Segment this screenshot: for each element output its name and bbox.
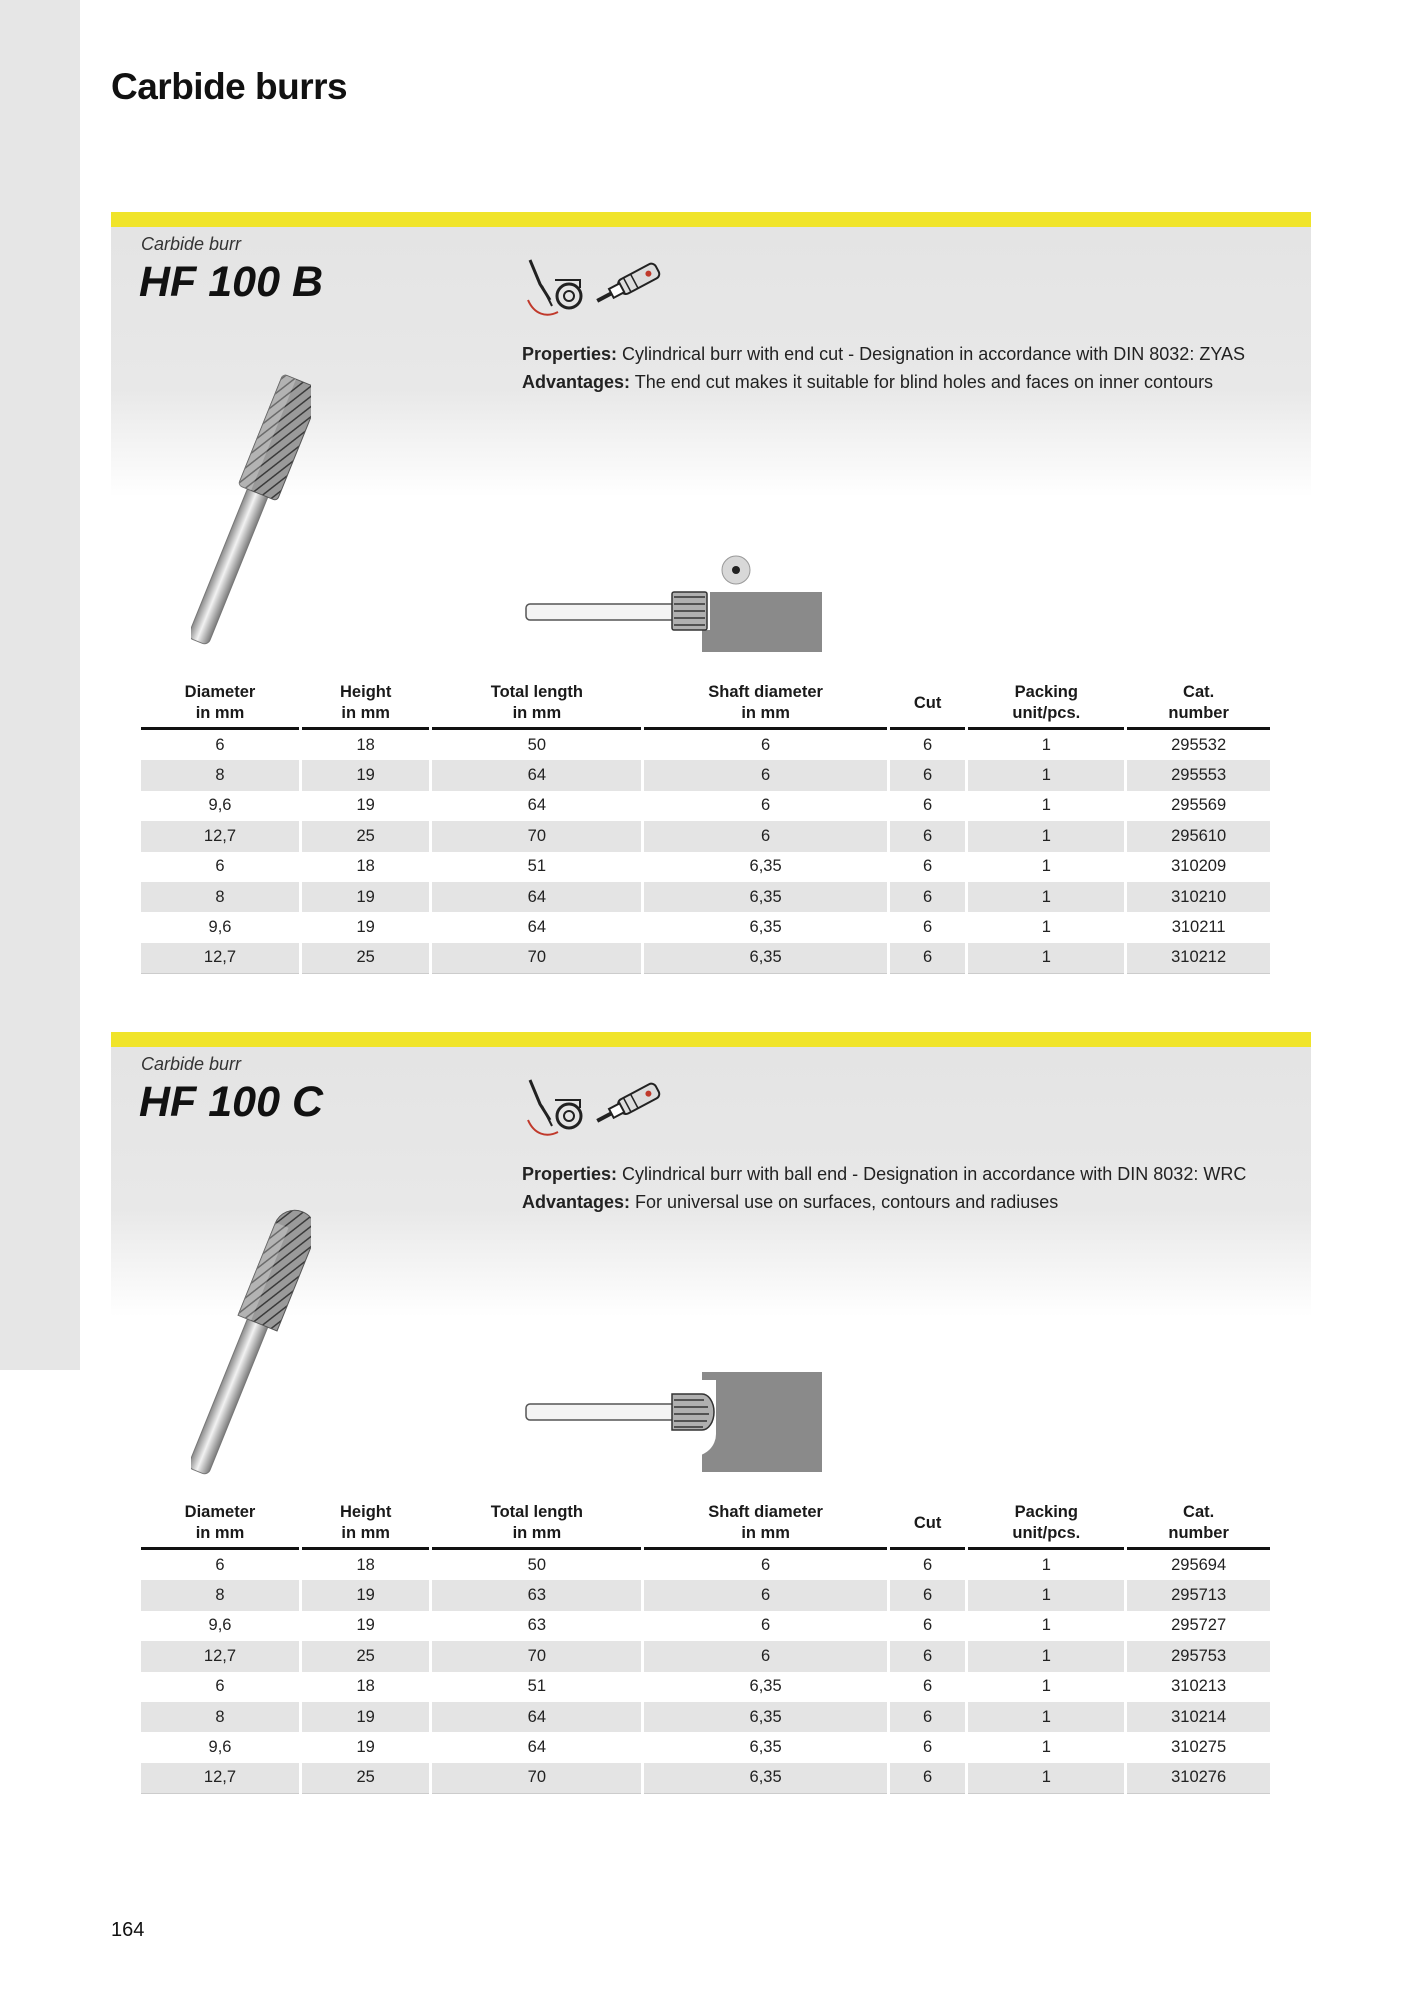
advantages-line: [522, 1188, 1246, 1216]
cell-total-length: 51: [527, 1677, 547, 1696]
cell-shaft-diameter: 6: [644, 760, 887, 790]
advantages-label: Advantages:: [522, 1192, 631, 1212]
cell-cat-number: 310213: [1171, 1677, 1227, 1696]
cell-diameter: 12,7: [141, 1763, 299, 1794]
cell-height: 18: [356, 1677, 375, 1696]
cell-cat-number: 310214: [1127, 1702, 1270, 1732]
cell-cat-number: 295553: [1127, 760, 1270, 790]
cell-packing: 1: [968, 760, 1124, 790]
col-cut: Cut: [890, 1502, 965, 1550]
cell-height: 18: [356, 1555, 375, 1574]
cell-total-length: 50: [527, 1555, 547, 1574]
properties-label: Properties:: [522, 344, 618, 364]
col-height: Height in mm: [302, 682, 429, 730]
rotary-machine-icon: [522, 254, 592, 324]
cell-shaft-diameter: 6,35: [644, 1702, 887, 1732]
product-model: HF 100 C: [139, 1078, 324, 1126]
table-row: [141, 821, 1270, 851]
cell-height: 18: [356, 857, 375, 876]
col-diameter: Diameter in mm: [141, 682, 299, 730]
cell-height: 19: [356, 1616, 375, 1635]
cell-packing: 1: [1041, 918, 1051, 937]
table-header-row: [141, 1502, 1270, 1550]
cell-height: 18: [356, 735, 375, 754]
burr-usage-drawing: [522, 1372, 842, 1482]
cell-shaft-diameter: 6: [761, 1555, 771, 1574]
cell-cut: 6: [923, 796, 933, 815]
cell-packing: 1: [968, 1641, 1124, 1671]
cell-height: 25: [302, 943, 429, 974]
cell-diameter: 8: [141, 882, 299, 912]
cell-height: 19: [356, 918, 375, 937]
rotary-machine-icon: [522, 1074, 592, 1144]
properties-text: Cylindrical burr with ball end - Designation in accordance with DIN 8032: WRC: [622, 1164, 1247, 1184]
cell-shaft-diameter: 6: [761, 735, 771, 754]
cell-total-length: 70: [432, 943, 641, 974]
table-row: [141, 1580, 1270, 1610]
table-row: [141, 1611, 1270, 1641]
cell-cut: 6: [890, 882, 965, 912]
side-strip: [0, 0, 80, 1370]
table-row: [141, 1550, 1270, 1580]
cell-total-length: 64: [527, 918, 547, 937]
cell-cut: 6: [923, 918, 933, 937]
cell-packing: 1: [1041, 1677, 1051, 1696]
product-hf-100-b: [111, 212, 1311, 982]
properties-line: [522, 340, 1245, 368]
cell-packing: 1: [968, 1763, 1124, 1794]
cell-cut: 6: [923, 1616, 933, 1635]
properties-text: Cylindrical burr with end cut - Designation in accordance with DIN 8032: ZYAS: [622, 344, 1245, 364]
cell-diameter: 9,6: [208, 1616, 232, 1635]
cell-packing: 1: [1041, 1738, 1051, 1757]
product-description: [522, 1160, 1246, 1216]
col-shaft-diameter: Shaft diameter in mm: [644, 682, 887, 730]
cell-height: 19: [356, 796, 375, 815]
specification-table: [138, 1502, 1273, 1794]
table-row: [141, 1732, 1270, 1762]
burr-product-photo: [191, 362, 311, 662]
cell-cat-number: 295569: [1171, 796, 1227, 815]
col-cat-number: Cat. number: [1127, 682, 1270, 730]
cell-height: 25: [302, 821, 429, 851]
yellow-header-bar: [111, 212, 1311, 227]
cell-diameter: 9,6: [208, 1738, 232, 1757]
cell-cut: 6: [923, 1738, 933, 1757]
burr-usage-drawing: [522, 552, 842, 662]
table-row: [141, 791, 1270, 821]
grinder-tool-icon: [589, 1082, 669, 1127]
cell-shaft-diameter: 6: [644, 1580, 887, 1610]
cell-packing: 1: [1041, 1616, 1051, 1635]
cell-diameter: 12,7: [141, 821, 299, 851]
cell-shaft-diameter: 6,35: [644, 1763, 887, 1794]
cell-total-length: 50: [527, 735, 547, 754]
col-total-length: Total length in mm: [432, 682, 641, 730]
cell-diameter: 8: [141, 1580, 299, 1610]
cell-packing: 1: [968, 1702, 1124, 1732]
product-description: [522, 340, 1245, 396]
col-packing: Packing unit/pcs.: [968, 682, 1124, 730]
cell-cat-number: 295694: [1171, 1555, 1227, 1574]
cell-total-length: 63: [527, 1616, 547, 1635]
cell-cut: 6: [923, 735, 933, 754]
advantages-label: Advantages:: [522, 372, 631, 392]
cell-shaft-diameter: 6: [761, 796, 771, 815]
cell-shaft-diameter: 6,35: [749, 857, 782, 876]
table-row: [141, 1672, 1270, 1702]
cell-total-length: 70: [432, 1763, 641, 1794]
advantages-text: The end cut makes it suitable for blind holes and faces on inner contours: [634, 372, 1214, 392]
table-row: [141, 760, 1270, 790]
cell-height: 25: [302, 1763, 429, 1794]
cell-height: 19: [302, 1702, 429, 1732]
cell-cat-number: 295753: [1127, 1641, 1270, 1671]
cell-height: 19: [356, 1738, 375, 1757]
cell-total-length: 64: [432, 882, 641, 912]
cell-diameter: 9,6: [208, 796, 232, 815]
col-cut: Cut: [890, 682, 965, 730]
cell-diameter: 6: [215, 1555, 225, 1574]
product-model: HF 100 B: [139, 258, 324, 306]
col-packing: Packing unit/pcs.: [968, 1502, 1124, 1550]
cell-cat-number: 310209: [1171, 857, 1227, 876]
cell-diameter: 9,6: [208, 918, 232, 937]
cell-total-length: 70: [432, 821, 641, 851]
cell-diameter: 8: [141, 1702, 299, 1732]
cell-shaft-diameter: 6,35: [749, 1738, 782, 1757]
cell-cut: 6: [890, 943, 965, 974]
cell-cat-number: 295713: [1127, 1580, 1270, 1610]
page-title: Carbide burrs: [111, 66, 348, 107]
table-row: [141, 730, 1270, 760]
specification-table: [138, 682, 1273, 974]
cell-diameter: 12,7: [141, 943, 299, 974]
col-shaft-diameter: Shaft diameter in mm: [644, 1502, 887, 1550]
cell-cat-number: 310211: [1171, 918, 1226, 937]
cell-cat-number: 295610: [1127, 821, 1270, 851]
cell-packing: 1: [1041, 796, 1051, 815]
cell-height: 19: [302, 1580, 429, 1610]
cell-total-length: 63: [432, 1580, 641, 1610]
cell-cut: 6: [890, 1641, 965, 1671]
cell-diameter: 8: [141, 760, 299, 790]
cell-height: 25: [302, 1641, 429, 1671]
grinder-tool-icon: [589, 262, 669, 307]
cell-diameter: 12,7: [141, 1641, 299, 1671]
cell-diameter: 6: [215, 1677, 225, 1696]
cell-total-length: 70: [432, 1641, 641, 1671]
cell-shaft-diameter: 6,35: [749, 918, 782, 937]
cell-cut: 6: [923, 1677, 933, 1696]
advantages-line: [522, 368, 1245, 396]
cell-cut: 6: [923, 857, 933, 876]
cell-shaft-diameter: 6: [761, 1616, 771, 1635]
cell-cat-number: 310210: [1127, 882, 1270, 912]
cell-cat-number: 310276: [1127, 1763, 1270, 1794]
cell-shaft-diameter: 6,35: [644, 882, 887, 912]
advantages-text: For universal use on surfaces, contours and radiuses: [635, 1192, 1059, 1212]
product-subtitle: Carbide burr: [141, 234, 242, 254]
cell-packing: 1: [1041, 735, 1051, 754]
cell-packing: 1: [1041, 857, 1051, 876]
cell-total-length: 64: [527, 1738, 547, 1757]
cell-packing: 1: [968, 1580, 1124, 1610]
cell-height: 19: [302, 760, 429, 790]
col-total-length: Total length in mm: [432, 1502, 641, 1550]
table-header-row: [141, 682, 1270, 730]
cell-cut: 6: [890, 760, 965, 790]
table-row: [141, 882, 1270, 912]
cell-diameter: 6: [215, 735, 225, 754]
table-row: [141, 852, 1270, 882]
burr-product-photo: [191, 1192, 311, 1492]
table-row: [141, 943, 1270, 974]
col-cat-number: Cat. number: [1127, 1502, 1270, 1550]
cell-cat-number: 295532: [1171, 735, 1227, 754]
cell-cut: 6: [923, 1555, 933, 1574]
cell-packing: 1: [968, 821, 1124, 851]
cell-total-length: 64: [432, 760, 641, 790]
cell-diameter: 6: [215, 857, 225, 876]
properties-label: Properties:: [522, 1164, 618, 1184]
col-diameter: Diameter in mm: [141, 1502, 299, 1550]
col-height: Height in mm: [302, 1502, 429, 1550]
page-number: 164: [111, 1919, 145, 1941]
table-row: [141, 1702, 1270, 1732]
cell-packing: 1: [968, 943, 1124, 974]
cell-cat-number: 310212: [1127, 943, 1270, 974]
cell-shaft-diameter: 6,35: [749, 1677, 782, 1696]
cell-cut: 6: [890, 1702, 965, 1732]
product-subtitle: Carbide burr: [141, 1054, 242, 1074]
cell-cut: 6: [890, 1580, 965, 1610]
cell-total-length: 51: [527, 857, 547, 876]
cell-total-length: 64: [432, 1702, 641, 1732]
product-hf-100-c: [111, 1032, 1311, 1802]
cell-total-length: 64: [527, 796, 547, 815]
cell-cut: 6: [890, 1763, 965, 1794]
cell-shaft-diameter: 6: [644, 821, 887, 851]
cell-cat-number: 310275: [1171, 1738, 1227, 1757]
table-row: [141, 912, 1270, 942]
yellow-header-bar: [111, 1032, 1311, 1047]
cell-packing: 1: [1041, 1555, 1051, 1574]
cell-height: 19: [302, 882, 429, 912]
cell-shaft-diameter: 6: [644, 1641, 887, 1671]
properties-line: [522, 1160, 1246, 1188]
cell-cut: 6: [890, 821, 965, 851]
cell-packing: 1: [968, 882, 1124, 912]
table-row: [141, 1763, 1270, 1794]
table-row: [141, 1641, 1270, 1671]
cell-cat-number: 295727: [1171, 1616, 1227, 1635]
cell-shaft-diameter: 6,35: [644, 943, 887, 974]
